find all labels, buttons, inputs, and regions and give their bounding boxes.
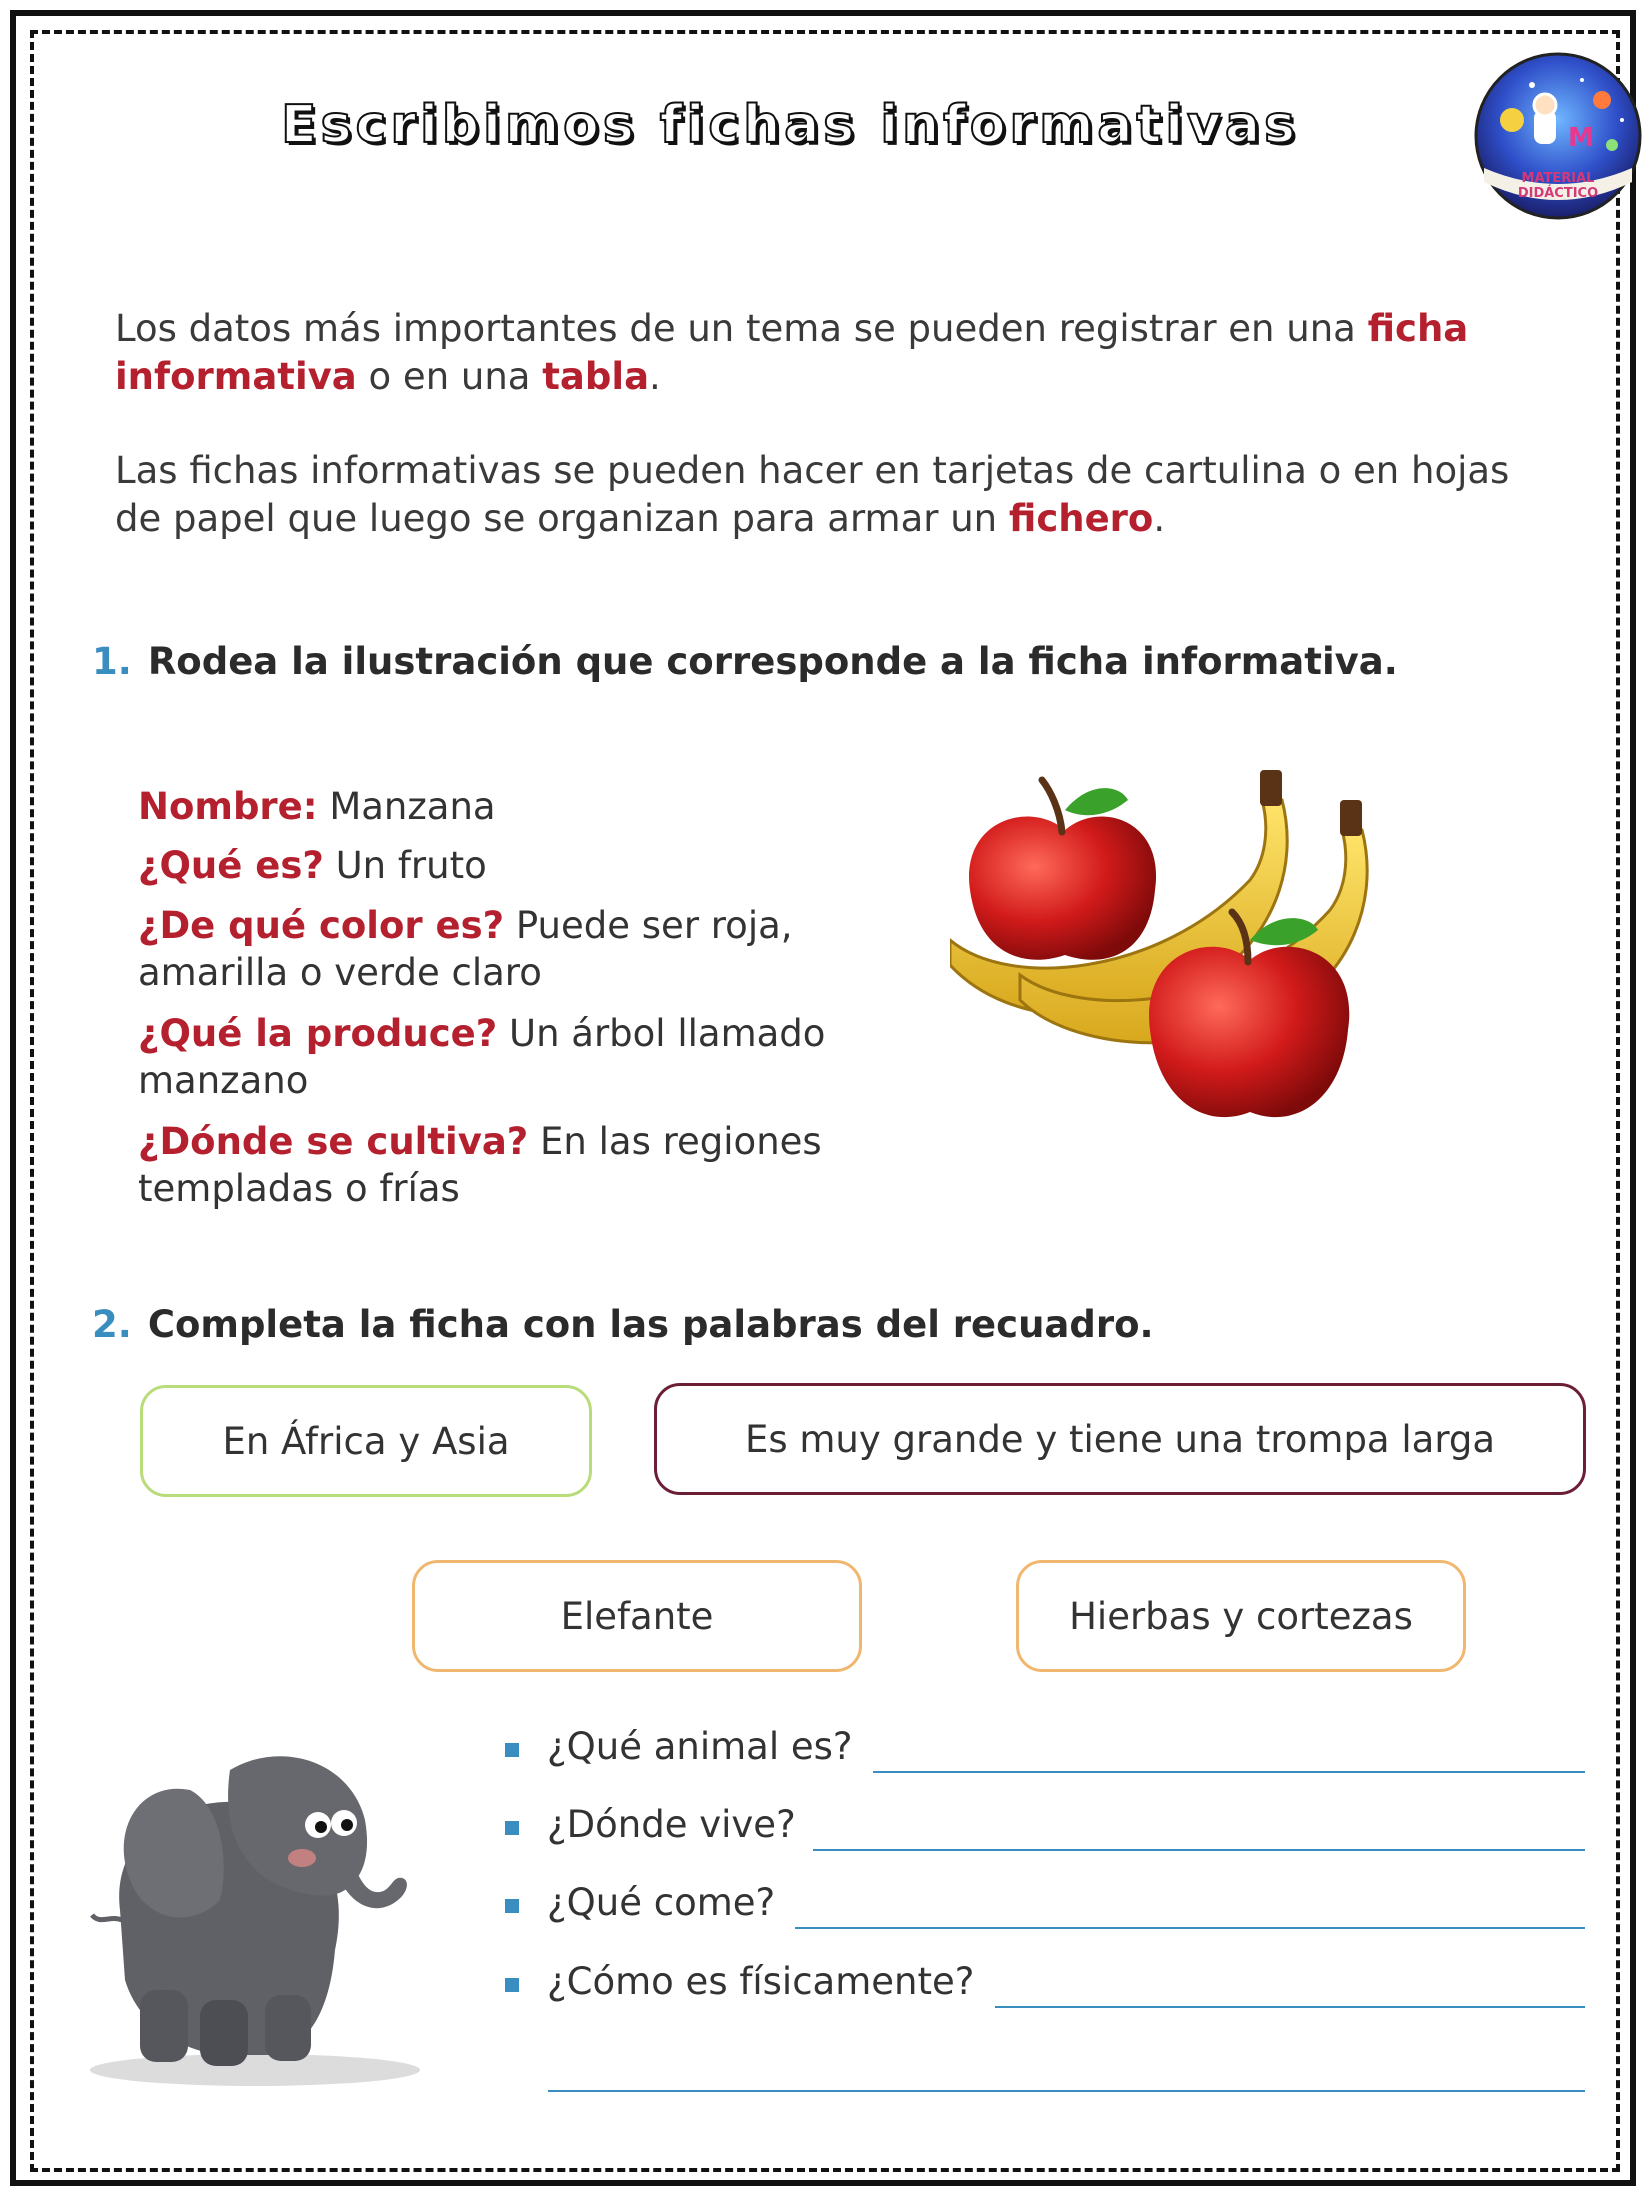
fact-card-row: ¿Dónde se cultiva? En las regiones templadas o frías xyxy=(138,1120,822,1210)
elephant-illustration xyxy=(80,1710,460,2090)
intro-paragraph-1: Los datos más importantes de un tema se pueden registrar en una ficha informativa o en una tabla. xyxy=(115,307,1469,398)
square-bullet-icon xyxy=(505,1743,519,1757)
card-question-row: ¿Qué animal es? xyxy=(505,1725,1585,1785)
word-box[interactable]: Elefante xyxy=(412,1560,862,1672)
card-question-row: ¿Dónde vive? xyxy=(505,1803,1585,1863)
term-ficha-informativa: ficha informativa xyxy=(115,307,1469,398)
answer-line-continuation[interactable] xyxy=(548,2090,1585,2092)
intro-paragraph-2: Las fichas informativas se pueden hacer en tarjetas de cartulina o en hojas de papel que luego se organizan para armar un fichero. xyxy=(115,449,1510,540)
answer-line[interactable] xyxy=(813,1849,1585,1851)
word-box[interactable]: En África y Asia xyxy=(140,1385,592,1497)
material-didactico-logo xyxy=(1472,50,1644,222)
square-bullet-icon xyxy=(505,1821,519,1835)
term-tabla: tabla xyxy=(542,355,650,398)
square-bullet-icon xyxy=(505,1899,519,1913)
svg-text:DIDÁCTICO: DIDÁCTICO xyxy=(1517,186,1599,201)
answer-line[interactable] xyxy=(795,1927,1585,1929)
square-bullet-icon xyxy=(505,1978,519,1992)
term-fichero: fichero xyxy=(1008,497,1154,540)
question-1: 1. Rodea la ilustración que corresponde a la ficha informativa. xyxy=(92,640,1398,683)
answer-line[interactable] xyxy=(995,2006,1585,2008)
fact-card-row: Nombre: Manzana xyxy=(138,785,496,828)
word-box[interactable]: Hierbas y cortezas xyxy=(1016,1560,1466,1672)
question-2: 2. Completa la ficha con las palabras del recuadro. xyxy=(92,1303,1154,1346)
question-number: 1. xyxy=(92,640,132,683)
card-question-row: ¿Cómo es físicamente? xyxy=(505,1960,1585,2020)
page-title: Escribimos fichas informativas xyxy=(281,95,1299,155)
question-number: 2. xyxy=(92,1303,132,1346)
fact-card-row: ¿Qué es? Un fruto xyxy=(138,844,487,887)
fact-card-row: ¿Qué la produce? Un árbol llamado manzano xyxy=(138,1012,826,1102)
answer-line[interactable] xyxy=(873,1771,1585,1773)
svg-text:MATERIAL: MATERIAL xyxy=(1521,171,1595,186)
fact-card-row: ¿De qué color es? Puede ser roja, amarilla o verde claro xyxy=(138,904,793,994)
card-question-row: ¿Qué come? xyxy=(505,1881,1585,1941)
apples-and-bananas-illustration[interactable] xyxy=(950,760,1410,1180)
word-box[interactable]: Es muy grande y tiene una trompa larga xyxy=(654,1383,1586,1495)
svg-text:M: M xyxy=(1568,123,1594,153)
